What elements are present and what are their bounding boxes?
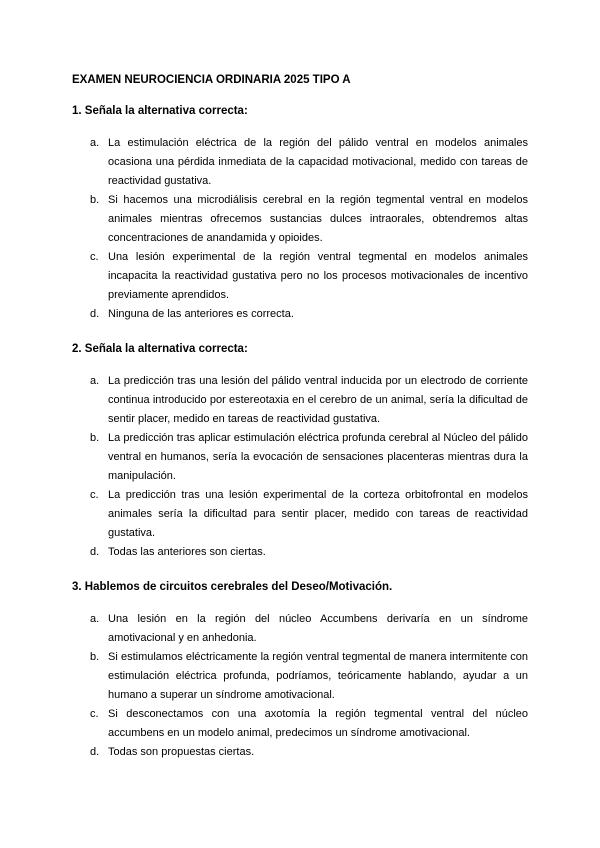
options-list	[72, 134, 528, 324]
option-a	[72, 372, 528, 429]
option-letter: a.	[90, 375, 100, 387]
option-text: Todas las anteriores son ciertas.	[108, 546, 266, 558]
option-letter: a.	[90, 137, 100, 149]
document-content	[72, 72, 528, 762]
question-title: 2. Señala la alternativa correcta:	[72, 343, 248, 355]
option-text: Una lesión en la región del núcleo Accumbens derivaría en un síndrome amotivacional y en anhedonia.	[108, 613, 528, 644]
option-text: La predicción tras aplicar estimulación eléctrica profunda cerebral al Núcleo del pálido ventral en humanos, sería la evocación de sensaciones placenteras mientras dura la manipulación.	[108, 432, 528, 482]
option-letter: b.	[90, 194, 100, 206]
question-1	[72, 103, 528, 324]
options-list	[72, 372, 528, 562]
options-list	[72, 610, 528, 762]
option-letter: b.	[90, 651, 100, 663]
option-letter: d.	[90, 546, 100, 558]
option-text: La predicción tras una lesión del pálido ventral inducida por un electrodo de corriente continua introducido por estereotaxia en el cerebro de un animal, sería la dificultad de sentir placer, medido en tareas de reactividad gustativa.	[108, 375, 528, 425]
option-text: Una lesión experimental de la región ventral tegmental en modelos animales incapacita la reactividad gustativa pero no los procesos motivacionales de incentivo previamente aprendidos.	[108, 251, 528, 301]
option-letter: a.	[90, 613, 100, 625]
option-b	[72, 648, 528, 705]
option-letter: c.	[90, 251, 99, 263]
option-b	[72, 191, 528, 248]
option-text: Si desconectamos con una axotomía la región tegmental ventral del núcleo accumbens en un modelo animal, predecimos un síndrome amotivacional.	[108, 708, 528, 739]
option-text: Ninguna de las anteriores es correcta.	[108, 308, 294, 320]
option-letter: c.	[90, 489, 99, 501]
question-title: 3. Hablemos de circuitos cerebrales del Deseo/Motivación.	[72, 581, 393, 593]
option-text: Todas son propuestas ciertas.	[108, 746, 255, 758]
option-text: La estimulación eléctrica de la región del pálido ventral en modelos animales ocasiona una pérdida inmediata de la capacidad motivacional, medido con tareas de reactividad gustativa.	[108, 137, 528, 187]
exam-title: EXAMEN NEUROCIENCIA ORDINARIA 2025 TIPO A	[72, 74, 351, 86]
option-letter: d.	[90, 308, 100, 320]
question-title: 1. Señala la alternativa correcta:	[72, 105, 248, 117]
option-text: La predicción tras una lesión experimental de la corteza orbitofrontal en modelos animales sería la dificultad para sentir placer, medido con tareas de reactividad gustativa.	[108, 489, 528, 539]
option-d	[72, 543, 528, 562]
option-text: Si estimulamos eléctricamente la región ventral tegmental de manera intermitente con estimulación eléctrica profunda, podríamos, teóricamente hablando, ayudar a un humano a superar un síndrome amotivacional.	[108, 651, 528, 701]
question-3	[72, 579, 528, 762]
question-2	[72, 341, 528, 562]
option-d	[72, 743, 528, 762]
option-letter: b.	[90, 432, 100, 444]
option-a	[72, 134, 528, 191]
option-c	[72, 705, 528, 743]
option-d	[72, 305, 528, 324]
option-c	[72, 248, 528, 305]
option-letter: c.	[90, 708, 99, 720]
option-letter: d.	[90, 746, 100, 758]
option-a	[72, 610, 528, 648]
option-c	[72, 486, 528, 543]
option-b	[72, 429, 528, 486]
option-text: Si hacemos una microdiálisis cerebral en la región tegmental ventral en modelos animales mientras ofrecemos sustancias dulces intraorales, obtendremos altas concentraciones de anandamida y opioides.	[108, 194, 528, 244]
